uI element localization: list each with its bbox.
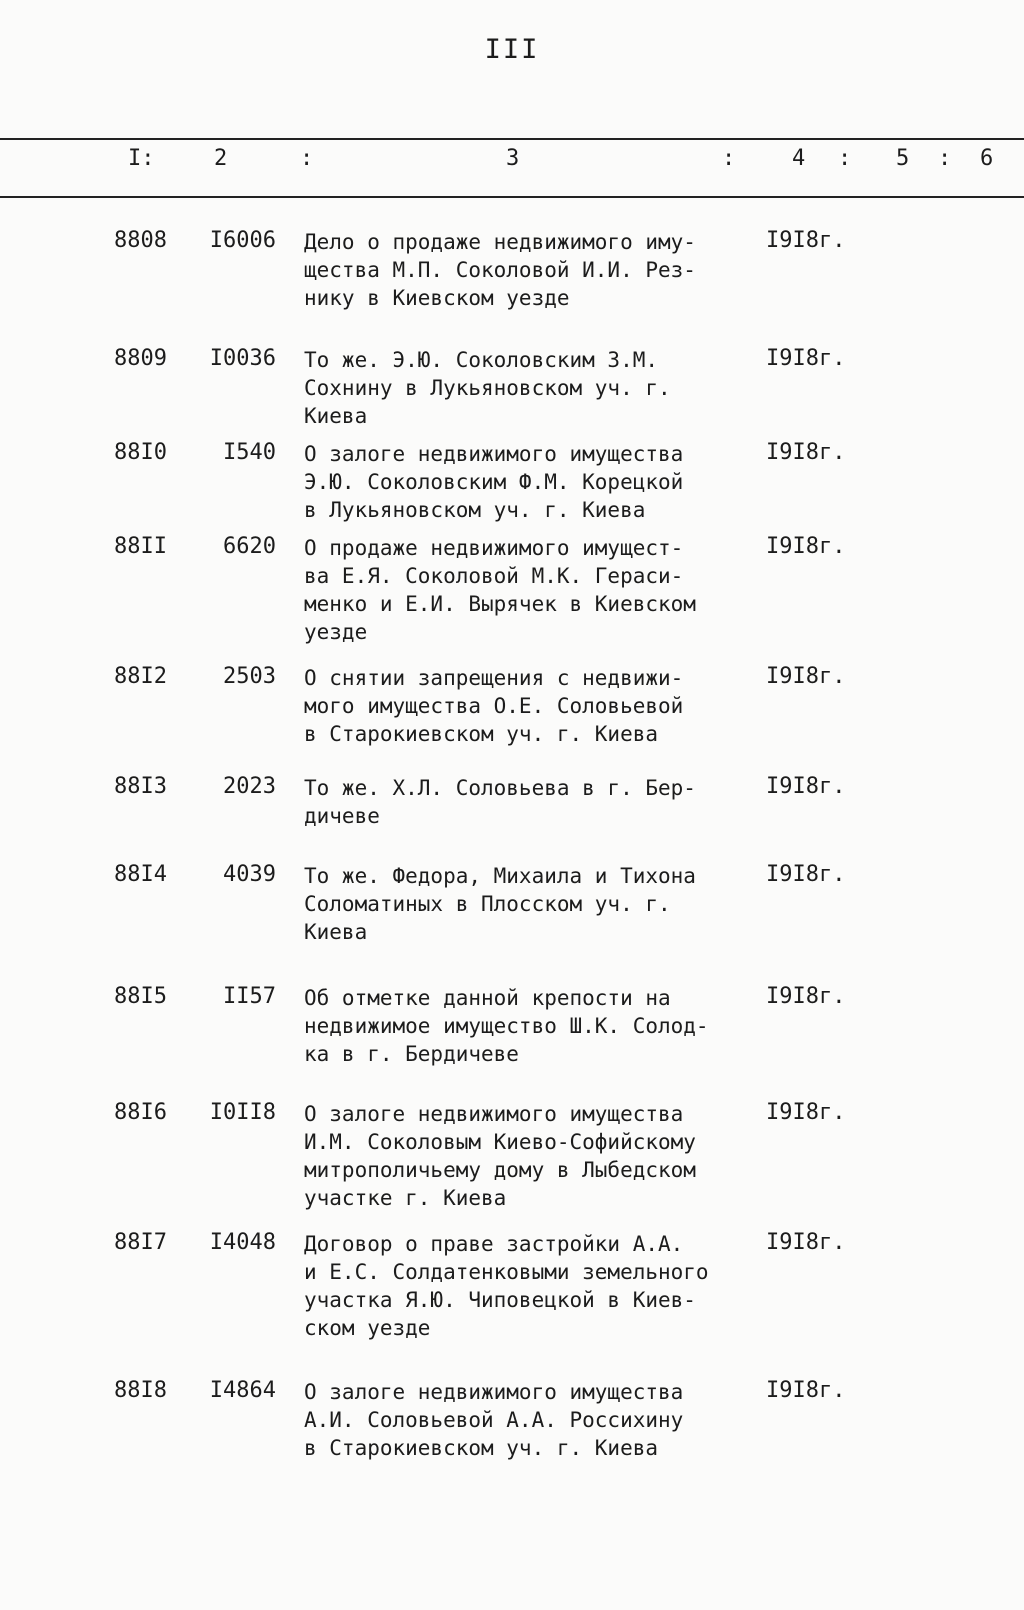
record-id: I0036 (209, 346, 276, 371)
record-description: Договор о праве застройки А.А. и Е.С. Солдатенковыми земельного участка Я.Ю. Чиповецкой в Киев- ском уезде (304, 1232, 709, 1340)
record-row (0, 984, 1024, 1100)
record-year: I9I8г. (766, 1100, 846, 1125)
record-number: 8809 (114, 346, 167, 371)
record-description: О залоге недвижимого имущества А.И. Соловьевой А.А. Россихину в Старокиевском уч. г. Киева (304, 1380, 684, 1460)
record-row (0, 1378, 1024, 1478)
record-row (0, 440, 1024, 534)
record-number: 88I2 (114, 664, 167, 689)
record-id: 2023 (223, 774, 276, 799)
record-year: I9I8г. (766, 440, 846, 465)
record-id: II57 (223, 984, 276, 1009)
record-year: I9I8г. (766, 1230, 846, 1255)
record-number: 88I5 (114, 984, 167, 1009)
record-description: То же. Х.Л. Соловьева в г. Бер- дичеве (304, 776, 696, 828)
record-row (0, 664, 1024, 774)
record-description: Об отметке данной крепости на недвижимое имущество Ш.К. Солод- ка в г. Бердичеве (304, 986, 709, 1066)
record-row (0, 862, 1024, 984)
record-number: 88II (114, 534, 167, 559)
record-row (0, 534, 1024, 664)
record-description: Дело о продаже недвижимого иму- щества М.П. Соколовой И.И. Рез- нику в Киевском уезде (304, 230, 696, 310)
record-id: I4048 (209, 1230, 276, 1255)
record-description: То же. Э.Ю. Соколовским З.М. Сохнину в Лукьяновском уч. г. Киева (304, 348, 671, 428)
record-row (0, 228, 1024, 346)
header-col2: 2 (214, 146, 228, 171)
header-bottom-rule (0, 196, 1024, 198)
record-description: О снятии запрещения с недвижи- мого имущества О.Е. Соловьевой в Старокиевском уч. г. Киева (304, 666, 684, 746)
header-col4: 4 (792, 146, 806, 171)
column-header (0, 146, 1024, 190)
record-number: 88I3 (114, 774, 167, 799)
record-row (0, 1100, 1024, 1230)
record-number: 88I0 (114, 440, 167, 465)
record-id: 2503 (223, 664, 276, 689)
record-id: 6620 (223, 534, 276, 559)
record-number: 88I6 (114, 1100, 167, 1125)
record-number: 88I7 (114, 1230, 167, 1255)
record-number: 88I4 (114, 862, 167, 887)
record-description: То же. Федора, Михаила и Тихона Соломатиных в Плосском уч. г. Киева (304, 864, 696, 944)
record-year: I9I8г. (766, 774, 846, 799)
header-sep4: : (938, 146, 952, 171)
record-year: I9I8г. (766, 346, 846, 371)
header-col6: 6 (980, 146, 994, 171)
header-sep2: : (722, 146, 736, 171)
record-number: 88I8 (114, 1378, 167, 1403)
records-list (0, 228, 1024, 1478)
record-row (0, 1230, 1024, 1378)
record-year: I9I8г. (766, 664, 846, 689)
record-year: I9I8г. (766, 228, 846, 253)
header-col3: 3 (506, 146, 520, 171)
header-top-rule (0, 138, 1024, 140)
record-id: I0II8 (209, 1100, 276, 1125)
header-col1: I: (128, 146, 155, 171)
header-sep3: : (838, 146, 852, 171)
record-row (0, 774, 1024, 862)
record-number: 8808 (114, 228, 167, 253)
record-id: I6006 (209, 228, 276, 253)
record-year: I9I8г. (766, 1378, 846, 1403)
record-id: I4864 (209, 1378, 276, 1403)
record-description: О залоге недвижимого имущества И.М. Соколовым Киево-Софийскому митрополичьему дому в Лыбедском участке г. Киева (304, 1102, 696, 1210)
record-year: I9I8г. (766, 862, 846, 887)
record-id: I540 (223, 440, 276, 465)
record-year: I9I8г. (766, 534, 846, 559)
header-sep1: : (300, 146, 314, 171)
header-col5: 5 (896, 146, 910, 171)
record-description: О продаже недвижимого имущест- ва Е.Я. Соколовой М.К. Гераси- менко и Е.И. Вырячек в Киевском уезде (304, 536, 696, 644)
page-number: III (484, 34, 540, 65)
record-year: I9I8г. (766, 984, 846, 1009)
record-row (0, 346, 1024, 440)
record-id: 4039 (223, 862, 276, 887)
record-description: О залоге недвижимого имущества Э.Ю. Соколовским Ф.М. Корецкой в Лукьяновском уч. г. Киева (304, 442, 684, 522)
